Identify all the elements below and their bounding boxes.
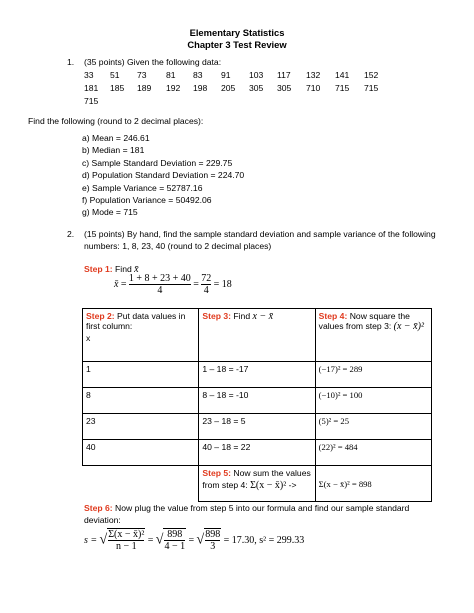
step6-heading xyxy=(84,503,409,513)
step2-text: Put data values in first column: xyxy=(86,311,186,331)
sqrt-icon: √ xyxy=(155,532,164,548)
data-value: 715 xyxy=(84,96,99,106)
q1-instruction: Find the following (round to 2 decimal places): xyxy=(28,116,204,126)
table-row xyxy=(83,440,432,466)
data-value: 141 xyxy=(335,70,350,80)
table-row xyxy=(83,388,432,414)
sd-denominator: n − 1 xyxy=(108,540,144,552)
diff-cell: 8 – 18 = -10 xyxy=(199,388,315,414)
data-value: 117 xyxy=(277,70,291,80)
document-subtitle: Chapter 3 Test Review xyxy=(187,39,287,50)
simplified-numerator: 898 xyxy=(205,529,221,540)
data-value: 132 xyxy=(306,70,321,80)
q2-prompt-line1: (15 points) By hand, find the sample standard deviation and sample variance of the following xyxy=(84,229,436,239)
document-title: Elementary Statistics xyxy=(189,27,285,38)
step4-label: Step 4: xyxy=(318,311,348,321)
step2-variable: x xyxy=(86,333,91,343)
equals-sign: = xyxy=(193,278,199,290)
q2-prompt-line2: numbers: 1, 8, 23, 40 (round to 2 decimal places) xyxy=(84,241,272,251)
sum-result-cell: Σ(x − x̄)² = 898 xyxy=(315,466,431,502)
q1-number: 1. xyxy=(67,57,75,67)
step5-label: Step 5: xyxy=(202,468,231,478)
step2-cell xyxy=(83,309,199,362)
data-value: 33 xyxy=(84,70,94,80)
step5-cell xyxy=(199,466,315,502)
data-value: 185 xyxy=(110,83,125,93)
data-value: 189 xyxy=(137,83,152,93)
q1-prompt: (35 points) Given the following data: xyxy=(84,57,222,67)
sd-substituted-fraction xyxy=(164,529,185,552)
step6-formula xyxy=(84,528,304,552)
data-value: 73 xyxy=(137,70,147,80)
substituted-denominator: 4 − 1 xyxy=(164,541,186,552)
step1-formula xyxy=(114,273,232,296)
sd-result: = 17.30, s² = 299.33 xyxy=(223,534,305,546)
step1-label: Step 1: xyxy=(84,264,113,274)
data-value: 715 xyxy=(335,83,350,93)
square-cell: (22)² = 484 xyxy=(315,440,431,466)
x-value-cell: 23 xyxy=(83,414,199,440)
data-value: 715 xyxy=(364,83,379,93)
step1-text: Find xyxy=(115,264,132,274)
step6-text: Now plug the value from step 5 into our formula and find our sample standard xyxy=(115,503,410,513)
step3-text: Find xyxy=(233,311,251,321)
step4-expression: (x − x̄)² xyxy=(393,321,424,332)
data-value: 710 xyxy=(306,83,321,93)
square-cell: (−17)² = 289 xyxy=(315,362,431,388)
xbar-symbol: x̄ xyxy=(134,264,139,275)
answer-population-sd: d) Population Standard Deviation = 224.70 xyxy=(82,170,245,181)
mean-denominator: 4 xyxy=(129,284,191,296)
equals-sign: = xyxy=(188,534,195,546)
substituted-numerator: 898 xyxy=(167,529,183,540)
answer-median: b) Median = 181 xyxy=(82,145,145,156)
simplified-denominator: 3 xyxy=(205,540,220,552)
sum-row xyxy=(83,466,432,502)
steps-table xyxy=(82,308,432,502)
equals-sign: = xyxy=(147,534,154,546)
sd-numerator: Σ(x − x̄)² xyxy=(108,529,145,540)
simplified-numerator: 72 xyxy=(201,273,212,284)
step3-label: Step 3: xyxy=(202,311,231,321)
data-value: 81 xyxy=(166,70,176,80)
data-value: 91 xyxy=(221,70,231,80)
step3-expression: x − x̄ xyxy=(252,311,274,322)
table-header-row xyxy=(83,309,432,362)
q1-answers xyxy=(82,132,244,219)
empty-cell xyxy=(83,466,199,502)
step5-text: Now sum the values xyxy=(233,468,311,478)
data-value: 103 xyxy=(249,70,264,80)
data-value: 51 xyxy=(110,70,120,80)
answer-mean: a) Mean = 246.61 xyxy=(82,133,150,143)
equals-sign: = xyxy=(120,278,127,290)
x-value-cell: 8 xyxy=(83,388,199,414)
answer-mode: g) Mode = 715 xyxy=(82,207,138,218)
step3-cell xyxy=(199,309,315,362)
diff-cell: 40 – 18 = 22 xyxy=(199,440,315,466)
step2-label: Step 2: xyxy=(86,311,115,321)
diff-cell: 1 – 18 = -17 xyxy=(199,362,315,388)
square-cell: (5)² = 25 xyxy=(315,414,431,440)
answer-population-variance: f) Population Variance = 50492.06 xyxy=(82,195,212,206)
arrow: -> xyxy=(288,480,297,490)
table-row xyxy=(83,362,432,388)
data-value: 198 xyxy=(193,83,208,93)
step5-expression: Σ(x − x̄)² xyxy=(250,480,287,491)
data-value: 305 xyxy=(249,83,264,93)
square-cell: (−10)² = 100 xyxy=(315,388,431,414)
x-value-cell: 1 xyxy=(83,362,199,388)
mean-result: = 18 xyxy=(213,278,232,290)
data-value: 181 xyxy=(84,83,99,93)
data-value: 152 xyxy=(364,70,379,80)
sqrt-icon: √ xyxy=(99,532,108,548)
step4-text: Now square the values from step 3: xyxy=(318,311,410,331)
step4-cell xyxy=(315,309,431,362)
xbar-lhs: x̄ xyxy=(114,278,119,290)
x-value-cell: 40 xyxy=(83,440,199,466)
mean-fraction xyxy=(129,273,191,296)
step5-text2: from step 4: xyxy=(202,480,248,490)
diff-cell: 23 – 18 = 5 xyxy=(199,414,315,440)
sd-formula-fraction xyxy=(108,529,144,552)
q2-number: 2. xyxy=(67,229,75,239)
mean-numerator: 1 + 8 + 23 + 40 xyxy=(128,273,191,284)
answer-sample-sd: c) Sample Standard Deviation = 229.75 xyxy=(82,157,233,168)
data-value: 192 xyxy=(166,83,181,93)
simplified-denominator: 4 xyxy=(201,284,211,296)
data-value: 83 xyxy=(193,70,203,80)
answer-sample-variance: e) Sample Variance = 52787.16 xyxy=(82,182,203,193)
data-value: 305 xyxy=(277,83,292,93)
step6-label: Step 6: xyxy=(84,503,113,513)
mean-simplified-fraction xyxy=(201,273,211,296)
sqrt-icon: √ xyxy=(196,532,205,548)
data-value: 205 xyxy=(221,83,236,93)
table-row xyxy=(83,414,432,440)
s-lhs: s = xyxy=(84,534,98,546)
step6-text2: deviation: xyxy=(84,515,121,525)
sd-simplified-fraction xyxy=(205,529,220,552)
